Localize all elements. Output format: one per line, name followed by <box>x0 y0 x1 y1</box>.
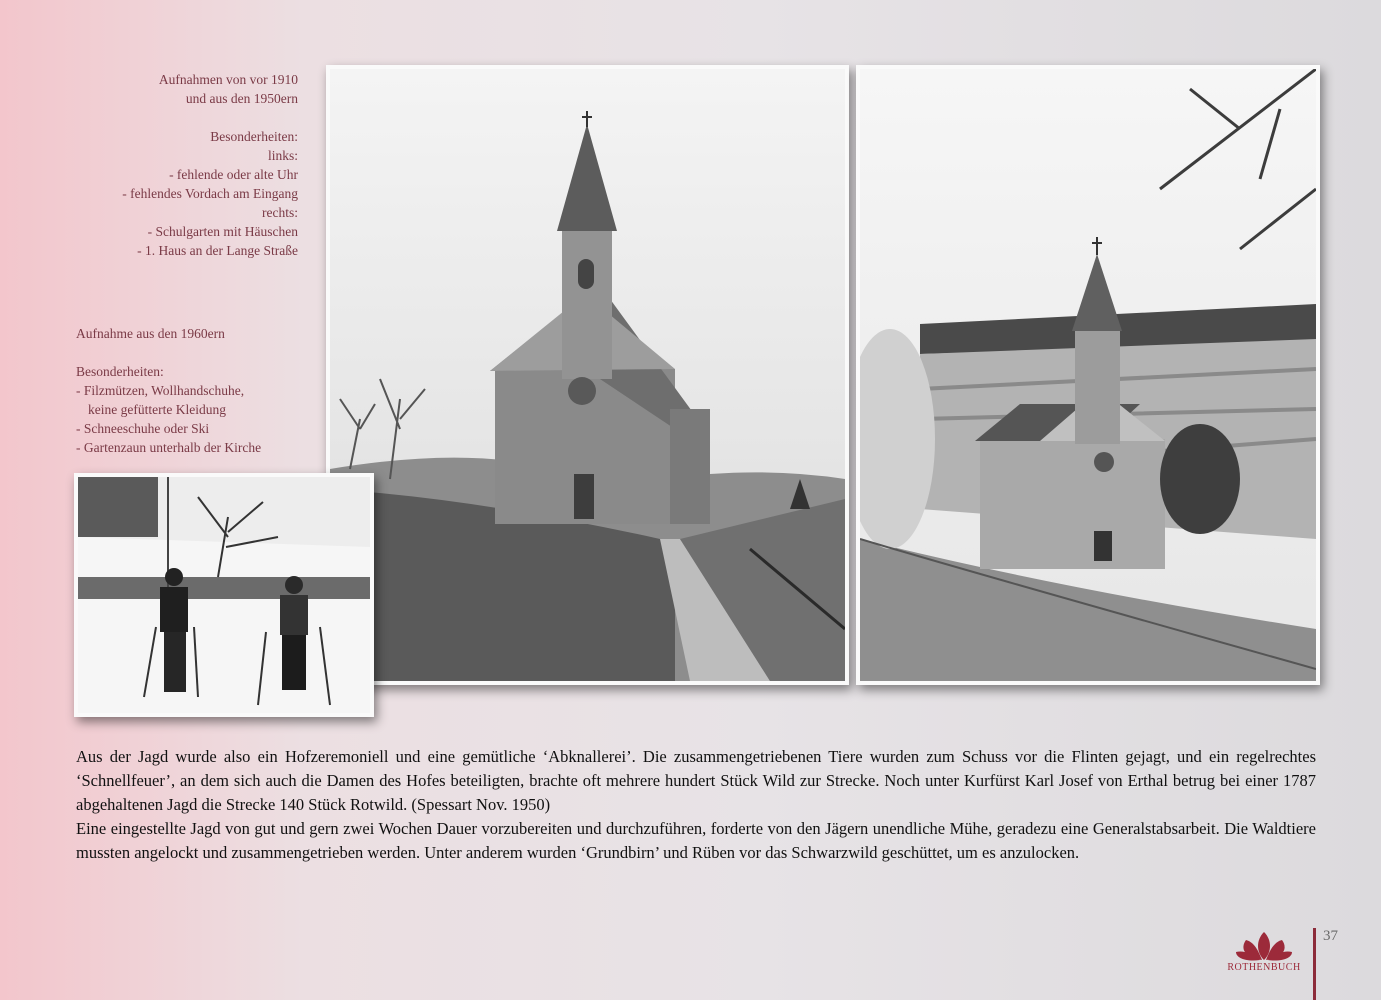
caption-top-left-item1: - fehlende oder alte Uhr <box>169 167 298 182</box>
caption-top-left-item2: - fehlendes Vordach am Eingang <box>122 186 298 201</box>
church-photo-1950s <box>856 65 1320 685</box>
skiing-boys-photo <box>74 473 374 717</box>
caption-top <box>90 70 298 260</box>
caption-top-left-label: links: <box>267 148 298 163</box>
caption-bottom-line1: Aufnahme aus den 1960ern <box>76 326 225 341</box>
caption-top-right-label: rechts: <box>262 205 298 220</box>
footer-divider <box>1313 928 1316 1000</box>
body-text <box>76 745 1316 865</box>
caption-top-right-item1: - Schulgarten mit Häuschen <box>147 224 298 239</box>
caption-bottom-item3: - Gartenzaun unterhalb der Kirche <box>76 440 262 455</box>
caption-bottom <box>76 324 326 457</box>
logo-text: ROTHENBUCH <box>1227 962 1301 973</box>
caption-bottom-item1: - Filzmützen, Wollhandschuhe, <box>76 383 245 398</box>
caption-top-heading: Besonderheiten: <box>210 129 298 144</box>
body-paragraph-2: Eine eingestellte Jagd von gut und gern zwei Wochen Dauer vorzubereiten und durchzuführen, forderte von den Jägern unendliche Mühe, geradezu eine Generalstabsarbeit. Die Waldtiere mussten angelockt und zusammengetrieben werden. Unter anderem wurden ‘Grundbirn’ und Rüben vor das Schwarzwild geschüttet, um es anzulocken. <box>76 819 1316 862</box>
page-number: 37 <box>1323 928 1338 944</box>
caption-bottom-item1b: keine gefütterte Kleidung <box>88 402 226 417</box>
church-photo-old <box>326 65 849 685</box>
caption-top-line2: und aus den 1950ern <box>185 91 298 106</box>
caption-top-right-item2: - 1. Haus an der Lange Straße <box>137 243 298 258</box>
body-paragraph-1: Aus der Jagd wurde also ein Hofzeremoniell und eine gemütliche ‘Abknallerei’. Die zusammengetriebenen Tiere wurden zum Schuss vor die Flinten gejagt, und ein regelrechtes ‘Schnellfeuer’, an dem sich auch die Damen des Hofes beteiligten, brachte oft mehrere hundert Stück Wild zur Strecke. Noch unter Kurfürst Karl Josef von Erthal betrug bei einer 1787 abgehaltenen Jagd die Strecke 140 Stück Rotwild. (Spessart Nov. 1950) <box>76 747 1316 814</box>
caption-bottom-heading: Besonderheiten: <box>76 364 164 379</box>
caption-top-line1: Aufnahmen von vor 1910 <box>158 72 298 87</box>
caption-bottom-item2: - Schneeschuhe oder Ski <box>76 421 210 436</box>
